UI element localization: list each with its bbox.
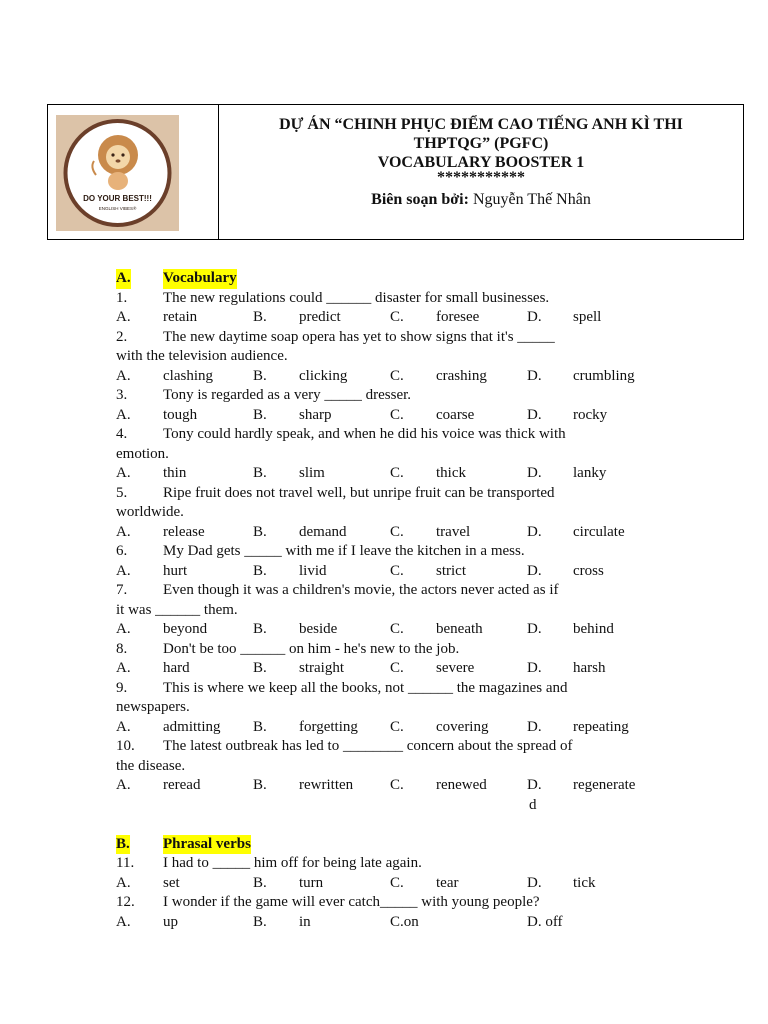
option-letter[interactable]: A. — [116, 367, 131, 384]
option-letter[interactable]: B. — [253, 309, 267, 325]
option-text[interactable]: spell — [573, 309, 602, 325]
option-letter[interactable]: C.on — [390, 913, 419, 930]
question-text-continued: emotion. — [116, 445, 169, 462]
logo-text-main: DO YOUR BEST!!! — [83, 194, 152, 203]
option-text[interactable]: foresee — [436, 309, 480, 325]
title-stars: *********** — [437, 169, 525, 186]
option-text[interactable]: strict — [436, 562, 466, 579]
option-letter[interactable]: D. — [527, 777, 542, 793]
option-text[interactable]: behind — [573, 621, 614, 637]
option-letter[interactable]: D. — [527, 465, 542, 481]
option-letter[interactable]: D. — [527, 874, 542, 891]
option-letter[interactable]: A. — [116, 718, 131, 735]
option-letter[interactable]: A. — [116, 406, 131, 423]
option-letter[interactable]: B. — [253, 523, 267, 540]
option-text[interactable]: crumbling — [573, 367, 635, 384]
option-letter[interactable]: A. — [116, 309, 131, 325]
option-letter[interactable]: D. — [527, 660, 542, 676]
option-letter[interactable]: B. — [253, 777, 267, 793]
question-number: 5. — [116, 484, 128, 501]
option-letter[interactable]: B. — [253, 465, 267, 481]
question-line — [116, 484, 652, 504]
question-text: Tony is regarded as a very _____ dresser. — [163, 387, 412, 403]
option-letter[interactable]: D. — [527, 309, 542, 325]
option-text[interactable]: set — [163, 874, 180, 891]
question-text: The new regulations could ______ disaster for small businesses. — [163, 289, 550, 306]
option-text[interactable]: predict — [299, 309, 341, 325]
question-text: I had to _____ him off for being late again. — [163, 855, 422, 871]
option-letter[interactable]: A. — [116, 523, 131, 540]
options-row — [116, 367, 652, 387]
option-text[interactable]: beside — [299, 621, 338, 637]
option-letter[interactable]: B. — [253, 621, 267, 637]
option-text[interactable]: beneath — [436, 621, 483, 637]
option-text[interactable]: thick — [436, 465, 466, 481]
question-text-continued: worldwide. — [116, 504, 184, 520]
option-letter[interactable]: A. — [116, 562, 131, 579]
option-text[interactable]: tough — [163, 406, 198, 423]
section-title: Vocabulary — [163, 269, 237, 289]
question-text: The new daytime soap opera has yet to show signs that it's _____ — [163, 328, 555, 345]
option-letter[interactable]: A. — [116, 913, 131, 930]
question-number: 9. — [116, 679, 128, 696]
question-line — [116, 854, 652, 874]
question-line — [116, 386, 652, 406]
option-letter[interactable]: D. — [527, 718, 542, 735]
options-row — [116, 776, 652, 796]
section-title: Phrasal verbs — [163, 835, 251, 855]
option-text[interactable]: covering — [436, 718, 489, 735]
option-letter[interactable]: C. — [390, 523, 404, 540]
option-letter[interactable]: A. — [116, 660, 131, 676]
option-text[interactable]: cross — [573, 562, 604, 579]
question-number: 8. — [116, 640, 128, 657]
option-text[interactable]: release — [163, 523, 205, 540]
option-letter[interactable]: B. — [253, 718, 267, 735]
question-line — [116, 679, 652, 699]
options-row — [116, 523, 652, 543]
question-line — [116, 737, 652, 757]
question-text: This is where we keep all the books, not ______ the magazines and — [163, 679, 568, 696]
option-letter[interactable]: D. off — [527, 913, 563, 930]
option-text[interactable]: repeating — [573, 718, 629, 735]
option-text[interactable]: thin — [163, 465, 187, 481]
logo-text-sub: ENGLISH VIBES® — [98, 206, 137, 211]
question-number: 2. — [116, 328, 128, 345]
question-continuation — [116, 347, 652, 367]
option-text[interactable]: rocky — [573, 406, 608, 423]
option-letter[interactable]: D. — [527, 406, 542, 423]
question-text: Ripe fruit does not travel well, but unripe fruit can be transported — [163, 484, 555, 501]
options-row — [116, 718, 652, 738]
option-text[interactable]: clashing — [163, 367, 213, 384]
question-number: 7. — [116, 582, 128, 598]
question-text: I wonder if the game will ever catch_____ with young people? — [163, 894, 540, 910]
option-text[interactable]: slim — [299, 465, 325, 481]
options-row — [116, 659, 652, 679]
option-letter[interactable]: D. — [527, 367, 542, 384]
question-line — [116, 542, 652, 562]
option-text[interactable]: hard — [163, 660, 190, 676]
option-text[interactable]: forgetting — [299, 718, 358, 735]
option-text[interactable]: renewed — [436, 777, 487, 793]
option-letter[interactable]: B. — [253, 874, 267, 891]
option-text[interactable]: hurt — [163, 562, 188, 579]
question-line — [116, 328, 652, 348]
question-line — [116, 289, 652, 309]
option-text[interactable]: regenerate — [573, 777, 636, 793]
option-text[interactable]: coarse — [436, 406, 475, 423]
question-continuation — [116, 757, 652, 777]
option-letter[interactable]: C. — [390, 777, 404, 793]
option-text[interactable]: in — [299, 913, 311, 930]
option-text[interactable]: travel — [436, 523, 471, 540]
option-wrap-row — [116, 796, 652, 816]
option-letter[interactable]: C. — [390, 309, 404, 325]
option-letter[interactable]: B. — [253, 406, 267, 423]
question-continuation — [116, 503, 652, 523]
options-row — [116, 464, 652, 484]
question-text: Tony could hardly speak, and when he did his voice was thick with — [163, 426, 566, 442]
question-text-continued: the disease. — [116, 757, 186, 774]
options-row — [116, 874, 652, 894]
question-text: The latest outbreak has led to ________ concern about the spread of — [163, 738, 573, 754]
option-text[interactable]: rewritten — [299, 777, 354, 793]
option-text[interactable]: tear — [436, 874, 459, 891]
question-line — [116, 893, 652, 913]
option-letter[interactable]: C. — [390, 874, 404, 891]
option-letter[interactable]: C. — [390, 660, 404, 676]
title-cell — [219, 105, 743, 239]
lion-logo-icon — [56, 115, 179, 231]
option-text[interactable]: circulate — [573, 523, 625, 540]
option-text[interactable]: clicking — [299, 367, 348, 384]
question-line — [116, 425, 652, 445]
option-letter[interactable]: A. — [116, 465, 131, 481]
options-row — [116, 308, 652, 328]
option-text[interactable]: crashing — [436, 367, 487, 384]
option-text[interactable]: turn — [299, 874, 324, 891]
option-text[interactable]: up — [163, 913, 178, 930]
option-letter[interactable]: D. — [527, 621, 542, 637]
author-line — [219, 190, 743, 209]
section-letter: A. — [116, 269, 131, 289]
options-row — [116, 913, 652, 933]
question-text: Even though it was a children's movie, the actors never acted as if — [163, 582, 559, 598]
question-continuation — [116, 445, 652, 465]
options-row — [116, 406, 652, 426]
option-letter[interactable]: C. — [390, 621, 404, 637]
author-name: Nguyễn Thế Nhân — [468, 191, 591, 208]
option-letter[interactable]: B. — [253, 367, 267, 384]
option-text[interactable]: straight — [299, 660, 344, 676]
author-label: Biên soạn bởi: — [371, 191, 469, 208]
exercise-content — [116, 269, 652, 932]
option-wrap-text: d — [529, 796, 537, 813]
option-text[interactable]: admitting — [163, 718, 221, 735]
option-letter[interactable]: D. — [527, 562, 542, 579]
option-letter[interactable]: A. — [116, 777, 131, 793]
option-letter[interactable]: C. — [390, 367, 404, 384]
option-letter[interactable]: A. — [116, 621, 131, 637]
question-number: 6. — [116, 543, 128, 559]
question-text: My Dad gets _____ with me if I leave the kitchen in a mess. — [163, 543, 525, 559]
question-number: 1. — [116, 289, 128, 306]
option-letter[interactable]: D. — [527, 523, 542, 540]
option-letter[interactable]: C. — [390, 562, 404, 579]
section-gap — [116, 815, 652, 835]
title-line-3: VOCABULARY BOOSTER 1 — [377, 154, 585, 171]
option-text[interactable]: tick — [573, 874, 596, 891]
options-row — [116, 562, 652, 582]
question-number: 3. — [116, 387, 128, 403]
option-text[interactable]: demand — [299, 523, 347, 540]
question-continuation — [116, 698, 652, 718]
section-heading — [116, 835, 652, 855]
option-letter[interactable]: B. — [253, 562, 267, 579]
option-letter[interactable]: C. — [390, 718, 404, 735]
section-heading — [116, 269, 652, 289]
option-text[interactable]: sharp — [299, 406, 332, 423]
question-number: 12. — [116, 894, 135, 910]
option-letter[interactable]: A. — [116, 874, 131, 891]
option-text[interactable]: severe — [436, 660, 475, 676]
question-text-continued: it was ______ them. — [116, 601, 238, 618]
title-line-1: DỰ ÁN “CHINH PHỤC ĐIỂM CAO TIẾNG ANH KÌ THI — [279, 116, 683, 133]
question-number: 11. — [116, 855, 135, 871]
option-text[interactable]: harsh — [573, 660, 606, 676]
options-row — [116, 620, 652, 640]
header-box — [47, 104, 744, 240]
question-number: 4. — [116, 426, 128, 442]
question-text-continued: with the television audience. — [116, 348, 288, 364]
option-text[interactable]: livid — [299, 562, 327, 579]
option-text[interactable]: retain — [163, 309, 198, 325]
logo-cell — [48, 105, 219, 239]
question-number: 10. — [116, 738, 135, 754]
option-text[interactable]: reread — [163, 777, 201, 793]
question-text-continued: newspapers. — [116, 699, 190, 715]
question-text: Don't be too ______ on him - he's new to the job. — [163, 640, 460, 657]
option-letter[interactable]: C. — [390, 406, 404, 423]
option-letter[interactable]: B. — [253, 660, 267, 676]
option-letter[interactable]: B. — [253, 913, 267, 930]
option-letter[interactable]: C. — [390, 465, 404, 481]
option-text[interactable]: lanky — [573, 465, 607, 481]
question-continuation — [116, 601, 652, 621]
option-text[interactable]: beyond — [163, 621, 208, 637]
title-line-2: THPTQG” (PGFC) — [413, 135, 549, 152]
question-line — [116, 640, 652, 660]
section-letter: B. — [116, 835, 130, 855]
question-line — [116, 581, 652, 601]
